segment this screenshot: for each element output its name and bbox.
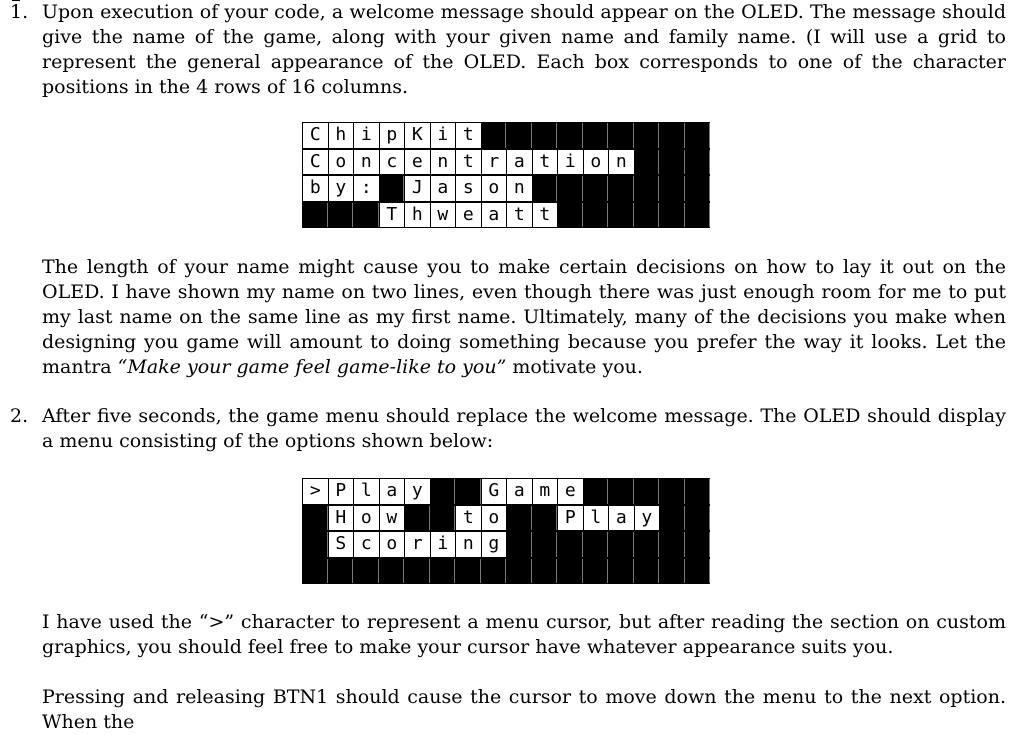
oled-cell: o — [482, 176, 507, 201]
oled-cell-blank — [635, 532, 660, 557]
oled-cell: b — [303, 176, 328, 201]
oled-cell-blank — [609, 176, 634, 201]
oled-cell-blank — [635, 176, 660, 201]
oled-cell-blank — [507, 532, 532, 557]
oled-cell: m — [533, 479, 558, 504]
oled-cell: o — [354, 506, 379, 531]
oled-cell: a — [431, 176, 456, 201]
name-length-paragraph — [42, 255, 1006, 380]
oled-cell: i — [558, 150, 583, 175]
oled-cell: a — [609, 506, 634, 531]
oled-cell-blank — [686, 150, 711, 175]
oled-cell: o — [380, 532, 405, 557]
oled-cell-blank — [329, 203, 354, 228]
oled-cell: p — [380, 123, 405, 148]
oled-cell-blank — [584, 123, 609, 148]
oled-cell-blank — [686, 203, 711, 228]
oled-cell-blank — [584, 176, 609, 201]
oled-cell: i — [354, 123, 379, 148]
oled-cell-blank — [533, 506, 558, 531]
oled-cell: C — [303, 123, 328, 148]
cursor-note-paragraph: I have used the “>” character to represent a menu cursor, but after reading the section on custom graphics, you should feel free to make your cursor have whatever appearance suits you. — [42, 611, 1006, 658]
oled-cell-blank — [609, 123, 634, 148]
list-item-number: 2. — [10, 405, 29, 427]
oled-row — [302, 122, 710, 149]
oled-cell-blank — [533, 532, 558, 557]
menu-oled-grid — [302, 478, 710, 584]
oled-cell-blank — [456, 479, 481, 504]
oled-row — [302, 202, 710, 229]
oled-cell-blank — [354, 559, 379, 584]
oled-cell-blank — [303, 532, 328, 557]
oled-cell: n — [431, 150, 456, 175]
list-item-text: Upon execution of your code, a welcome message should appear on the OLED. The message should give the name of the game, along with your given name and family name. (I will use a grid to represent the general appearance of the OLED. Each box corresponds to one of the character positions in the 4 rows of 16 columns. — [42, 1, 1006, 98]
oled-cell: H — [329, 506, 354, 531]
oled-cell-blank — [558, 532, 583, 557]
mantra-quote: “Make your game feel game-like to you” — [117, 356, 507, 378]
oled-cell-blank — [660, 479, 685, 504]
oled-cell-blank — [482, 123, 507, 148]
oled-cell: i — [431, 532, 456, 557]
list-item-text: After five seconds, the game menu should replace the welcome message. The OLED should display a menu consisting of the options shown below: — [42, 405, 1006, 452]
oled-cell: r — [482, 150, 507, 175]
oled-cell: l — [584, 506, 609, 531]
oled-cell: G — [482, 479, 507, 504]
oled-cell: s — [456, 176, 481, 201]
oled-cell-blank — [303, 559, 328, 584]
oled-cell: n — [609, 150, 634, 175]
oled-cell-blank — [635, 150, 660, 175]
oled-cell: l — [354, 479, 379, 504]
oled-cell: a — [482, 203, 507, 228]
oled-cell-blank — [635, 559, 660, 584]
oled-cell: t — [507, 203, 532, 228]
oled-cell-blank — [686, 123, 711, 148]
oled-cell-blank — [584, 532, 609, 557]
oled-cell-blank — [584, 559, 609, 584]
oled-cell-blank — [558, 559, 583, 584]
oled-cell-blank — [635, 203, 660, 228]
oled-cell: h — [329, 123, 354, 148]
oled-cell-blank — [609, 479, 634, 504]
oled-cell-blank — [558, 123, 583, 148]
oled-cell: e — [405, 150, 430, 175]
oled-cell: w — [431, 203, 456, 228]
oled-cell-blank — [303, 506, 328, 531]
oled-cell: e — [558, 479, 583, 504]
oled-cell: c — [380, 150, 405, 175]
oled-cell: n — [354, 150, 379, 175]
welcome-oled-grid — [302, 122, 710, 228]
oled-cell: n — [456, 532, 481, 557]
oled-cell-blank — [609, 532, 634, 557]
oled-cell-blank — [660, 176, 685, 201]
oled-cell-blank — [660, 532, 685, 557]
oled-cell-blank — [584, 203, 609, 228]
oled-cell-blank — [380, 559, 405, 584]
list-item-number: 1. — [10, 1, 29, 23]
oled-cell: P — [329, 479, 354, 504]
oled-cell: o — [482, 506, 507, 531]
oled-cell: t — [533, 150, 558, 175]
oled-row — [302, 531, 710, 558]
oled-cell-blank — [507, 123, 532, 148]
oled-cell-blank — [635, 479, 660, 504]
oled-cell-blank — [660, 559, 685, 584]
oled-cell-blank — [405, 506, 430, 531]
oled-cell: e — [456, 203, 481, 228]
oled-cell: S — [329, 532, 354, 557]
oled-cell: C — [303, 150, 328, 175]
oled-cell-blank — [533, 123, 558, 148]
oled-row — [302, 149, 710, 176]
oled-cell-blank — [686, 506, 711, 531]
oled-row — [302, 558, 710, 585]
list-item-1 — [10, 0, 1006, 100]
oled-cell-blank — [584, 479, 609, 504]
oled-cell-blank — [609, 203, 634, 228]
oled-row — [302, 478, 710, 505]
btn1-note-paragraph: Pressing and releasing BTN1 should cause the cursor to move down the menu to the next option. When the — [42, 686, 1006, 733]
oled-cell: n — [507, 176, 532, 201]
oled-cell: h — [405, 203, 430, 228]
oled-cell: c — [354, 532, 379, 557]
oled-cell: y — [329, 176, 354, 201]
oled-cell-blank — [533, 559, 558, 584]
oled-cell: r — [405, 532, 430, 557]
oled-cell: P — [558, 506, 583, 531]
oled-cell-blank — [431, 559, 456, 584]
oled-cell-blank — [354, 203, 379, 228]
oled-row — [302, 505, 710, 532]
oled-cell: y — [405, 479, 430, 504]
paragraph-text-end: motivate you. — [506, 356, 643, 378]
oled-cell: a — [380, 479, 405, 504]
oled-cell-blank — [533, 176, 558, 201]
oled-cell: t — [456, 150, 481, 175]
oled-cell-blank — [507, 559, 532, 584]
oled-cell-blank — [660, 150, 685, 175]
oled-cell: a — [507, 479, 532, 504]
oled-cell: a — [507, 150, 532, 175]
oled-cell-blank — [635, 123, 660, 148]
oled-cell: o — [584, 150, 609, 175]
oled-cell-blank — [686, 532, 711, 557]
oled-cell-blank — [329, 559, 354, 584]
oled-cell: K — [405, 123, 430, 148]
oled-cell: o — [329, 150, 354, 175]
oled-cell-blank — [507, 506, 532, 531]
oled-cell: J — [405, 176, 430, 201]
oled-cell-blank — [660, 123, 685, 148]
oled-cell-blank — [431, 506, 456, 531]
oled-cell: w — [380, 506, 405, 531]
oled-cell-blank — [686, 559, 711, 584]
oled-cell-blank — [482, 559, 507, 584]
oled-cell-blank — [660, 203, 685, 228]
oled-cell: T — [380, 203, 405, 228]
oled-cell: t — [533, 203, 558, 228]
oled-cell-blank — [558, 203, 583, 228]
oled-cell-blank — [405, 559, 430, 584]
oled-cell: t — [456, 123, 481, 148]
oled-cell: t — [456, 506, 481, 531]
oled-cell-blank — [303, 203, 328, 228]
oled-cell: : — [354, 176, 379, 201]
oled-cell-blank — [456, 559, 481, 584]
oled-cell: g — [482, 532, 507, 557]
oled-cell-blank — [686, 479, 711, 504]
paragraph-text: The length of your name might cause you to make certain decisions on how to lay it out on the OLED. I have shown my name on two lines, even though there was just enough room for me to put my last name on the same line as my first name. Ultimately, many of the decisions you make when designing you game will amount to doing something because you prefer the way it looks. Let the mantra — [42, 256, 1006, 378]
oled-cell-blank — [558, 176, 583, 201]
oled-row — [302, 175, 710, 202]
oled-cell-blank — [660, 506, 685, 531]
oled-cell: > — [303, 479, 328, 504]
oled-cell-blank — [431, 479, 456, 504]
oled-cell-blank — [380, 176, 405, 201]
oled-cell-blank — [686, 176, 711, 201]
oled-cell: i — [431, 123, 456, 148]
oled-cell: y — [635, 506, 660, 531]
oled-cell-blank — [609, 559, 634, 584]
list-item-2 — [10, 404, 1006, 454]
